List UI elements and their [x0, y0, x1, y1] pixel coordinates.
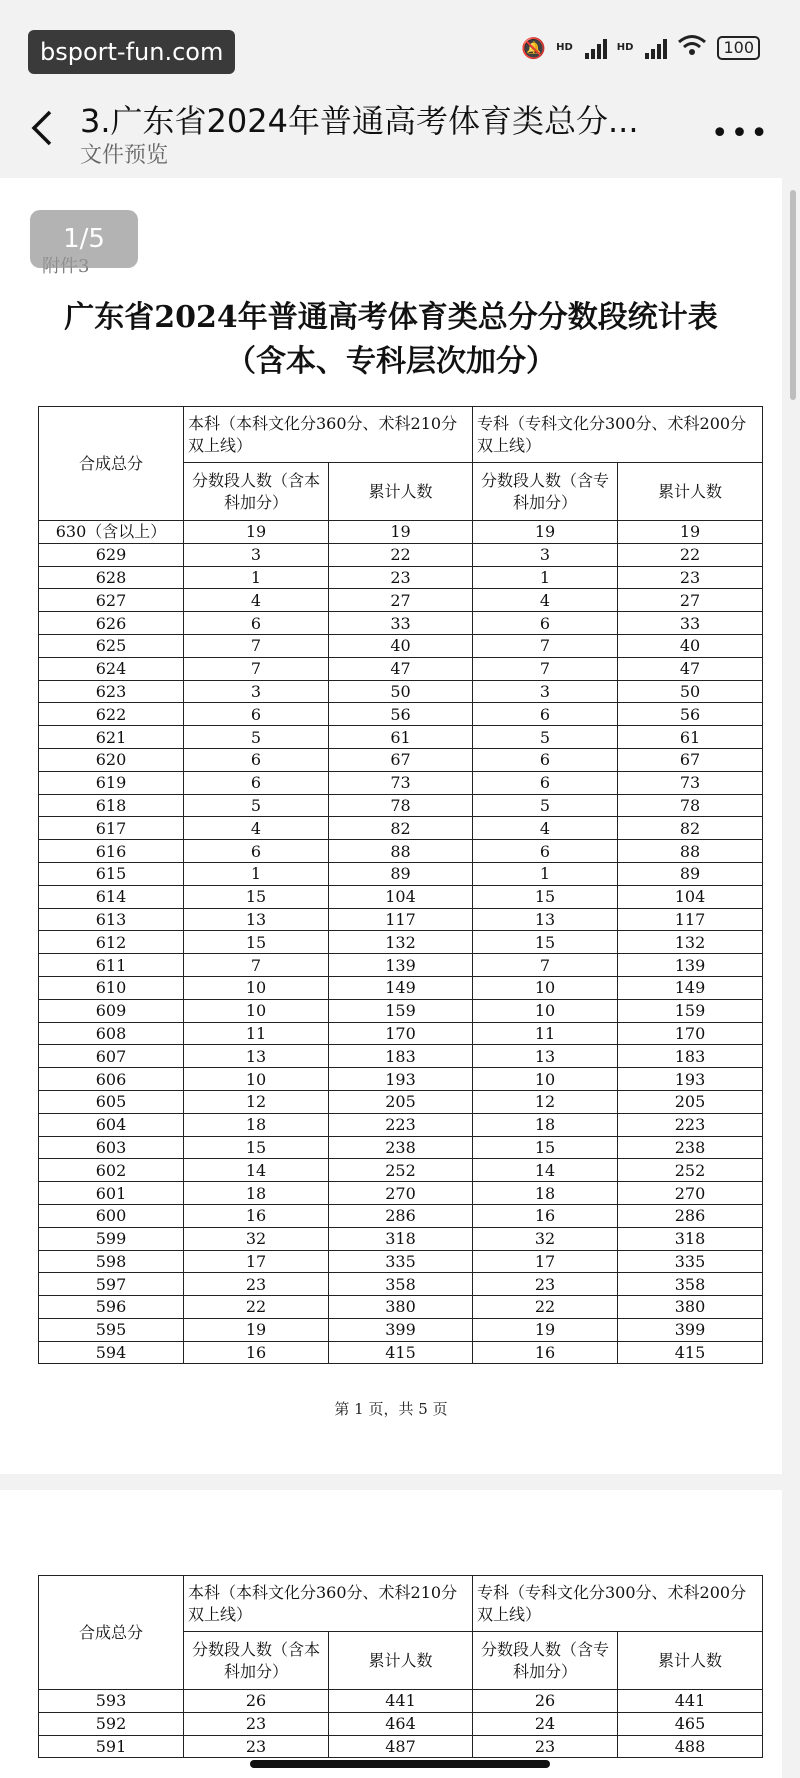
- table-cell: 238: [618, 1136, 763, 1159]
- table-cell: 6: [473, 703, 618, 726]
- table-cell: 627: [39, 589, 184, 612]
- table-cell: 380: [618, 1296, 763, 1319]
- table-cell: 10: [184, 1068, 329, 1091]
- table-cell: 88: [618, 840, 763, 863]
- table-cell: 14: [184, 1159, 329, 1182]
- header-undergrad: 本科（本科文化分360分、术科210分双上线）: [184, 407, 473, 463]
- table-cell: 613: [39, 908, 184, 931]
- table-cell: 19: [329, 521, 473, 544]
- mute-icon: 🔕: [521, 35, 547, 60]
- table-cell: 132: [618, 931, 763, 954]
- table-cell: 33: [329, 612, 473, 635]
- table-cell: 6: [473, 612, 618, 635]
- table-cell: 205: [329, 1090, 473, 1113]
- header-seg-undergrad: 分数段人数（含本科加分）: [184, 463, 329, 521]
- table-cell: 61: [329, 726, 473, 749]
- table-cell: 487: [329, 1735, 473, 1758]
- document-title-line2: （含本、专科层次加分）: [226, 344, 556, 379]
- table-cell: 626: [39, 612, 184, 635]
- table-cell: 624: [39, 657, 184, 680]
- table-cell: 159: [618, 999, 763, 1022]
- table-row: [39, 1735, 763, 1758]
- table-cell: 5: [184, 794, 329, 817]
- wifi-icon: [677, 34, 707, 61]
- table-cell: 630（含以上）: [39, 521, 184, 544]
- table-row: [39, 748, 763, 771]
- table-cell: 23: [184, 1735, 329, 1758]
- table-row: [39, 1250, 763, 1273]
- table-cell: 10: [184, 976, 329, 999]
- table-cell: 73: [618, 771, 763, 794]
- table-cell: 27: [618, 589, 763, 612]
- table-cell: 19: [473, 521, 618, 544]
- table-row: [39, 634, 763, 657]
- table-cell: 18: [473, 1182, 618, 1205]
- table-cell: 3: [473, 680, 618, 703]
- header-junior: 专科（专科文化分300分、术科200分双上线）: [473, 407, 763, 463]
- table-cell: 1: [184, 862, 329, 885]
- table-row: [39, 589, 763, 612]
- table-row: [39, 1068, 763, 1091]
- table-cell: 605: [39, 1090, 184, 1113]
- table-cell: 89: [618, 862, 763, 885]
- table-cell: 270: [618, 1182, 763, 1205]
- table-cell: 23: [329, 566, 473, 589]
- table-cell: 595: [39, 1318, 184, 1341]
- table-cell: 7: [184, 657, 329, 680]
- table-row: [39, 794, 763, 817]
- more-options-icon[interactable]: •••: [710, 116, 770, 151]
- table-cell: 33: [618, 612, 763, 635]
- table-cell: 6: [473, 840, 618, 863]
- table-cell: 601: [39, 1182, 184, 1205]
- table-cell: 318: [618, 1227, 763, 1250]
- table-cell: 47: [329, 657, 473, 680]
- hd-icon: HD: [556, 42, 573, 53]
- table-cell: 335: [618, 1250, 763, 1273]
- table-cell: 50: [618, 680, 763, 703]
- table-cell: 56: [329, 703, 473, 726]
- table-cell: 132: [329, 931, 473, 954]
- table-cell: 104: [329, 885, 473, 908]
- table-cell: 40: [329, 634, 473, 657]
- table-cell: 13: [473, 908, 618, 931]
- table-cell: 19: [184, 521, 329, 544]
- table-cell: 15: [184, 885, 329, 908]
- table-cell: 117: [329, 908, 473, 931]
- table-cell: 117: [618, 908, 763, 931]
- signal-icon: [645, 37, 667, 59]
- table-cell: 3: [473, 543, 618, 566]
- header-seg-undergrad: 分数段人数（含本科加分）: [184, 1632, 329, 1690]
- table-cell: 6: [184, 771, 329, 794]
- table-cell: 612: [39, 931, 184, 954]
- table-cell: 17: [473, 1250, 618, 1273]
- table-cell: 622: [39, 703, 184, 726]
- table-cell: 82: [329, 817, 473, 840]
- document-title-line1: 广东省2024年普通高考体育类总分分数段统计表: [64, 300, 718, 335]
- table-cell: 441: [329, 1690, 473, 1713]
- table-cell: 50: [329, 680, 473, 703]
- table-cell: 18: [184, 1182, 329, 1205]
- status-bar: [0, 0, 800, 100]
- table-cell: 10: [473, 976, 618, 999]
- table-cell: 592: [39, 1712, 184, 1735]
- table-row: [39, 1090, 763, 1113]
- table-row: [39, 771, 763, 794]
- header-total: 合成总分: [39, 407, 184, 521]
- table-cell: 223: [329, 1113, 473, 1136]
- table-cell: 22: [329, 543, 473, 566]
- table-cell: 609: [39, 999, 184, 1022]
- table-cell: 205: [618, 1090, 763, 1113]
- table-cell: 15: [184, 1136, 329, 1159]
- table-cell: 17: [184, 1250, 329, 1273]
- table-cell: 183: [329, 1045, 473, 1068]
- page-footer: 第 1 页，共 5 页: [334, 1400, 448, 1418]
- table-cell: 7: [473, 634, 618, 657]
- table-cell: 358: [618, 1273, 763, 1296]
- table-cell: 139: [329, 954, 473, 977]
- table-cell: 603: [39, 1136, 184, 1159]
- table-cell: 608: [39, 1022, 184, 1045]
- table-cell: 252: [329, 1159, 473, 1182]
- header-undergrad: 本科（本科文化分360分、术科210分双上线）: [184, 1576, 473, 1632]
- table-cell: 628: [39, 566, 184, 589]
- table-cell: 22: [473, 1296, 618, 1319]
- table-cell: 621: [39, 726, 184, 749]
- table-cell: 16: [184, 1204, 329, 1227]
- back-button[interactable]: [24, 108, 64, 148]
- table-row: [39, 1045, 763, 1068]
- table-cell: 23: [184, 1273, 329, 1296]
- table-cell: 149: [618, 976, 763, 999]
- table-row: [39, 657, 763, 680]
- table-row: [39, 726, 763, 749]
- table-cell: 3: [184, 680, 329, 703]
- table-cell: 6: [184, 748, 329, 771]
- table-cell: 610: [39, 976, 184, 999]
- table-cell: 15: [184, 931, 329, 954]
- table-cell: 464: [329, 1712, 473, 1735]
- table-cell: 23: [184, 1712, 329, 1735]
- table-cell: 13: [184, 908, 329, 931]
- header-cumulative: 累计人数: [618, 463, 763, 521]
- table-row: [39, 885, 763, 908]
- table-cell: 23: [473, 1735, 618, 1758]
- table-cell: 358: [329, 1273, 473, 1296]
- table-cell: 7: [473, 954, 618, 977]
- table-row: [39, 703, 763, 726]
- table-cell: 56: [618, 703, 763, 726]
- table-cell: 5: [473, 794, 618, 817]
- table-row: [39, 1712, 763, 1735]
- table-cell: 13: [184, 1045, 329, 1068]
- table-cell: 88: [329, 840, 473, 863]
- table-cell: 4: [473, 817, 618, 840]
- table-cell: 616: [39, 840, 184, 863]
- table-cell: 10: [184, 999, 329, 1022]
- header-cumulative: 累计人数: [329, 463, 473, 521]
- table-cell: 10: [473, 1068, 618, 1091]
- table-cell: 604: [39, 1113, 184, 1136]
- table-row: [39, 1227, 763, 1250]
- header-cumulative: 累计人数: [618, 1632, 763, 1690]
- table-cell: 23: [473, 1273, 618, 1296]
- table-cell: 24: [473, 1712, 618, 1735]
- page-indicator: 1/5: [30, 210, 138, 268]
- table-cell: 415: [329, 1341, 473, 1364]
- table-cell: 600: [39, 1204, 184, 1227]
- header-seg-junior: 分数段人数（含专科加分）: [473, 463, 618, 521]
- page-title: 3.广东省2024年普通高考体育类总分...: [80, 102, 639, 140]
- table-row: [39, 612, 763, 635]
- table-row: [39, 1204, 763, 1227]
- home-indicator[interactable]: [250, 1760, 550, 1768]
- table-cell: 625: [39, 634, 184, 657]
- table-row: [39, 840, 763, 863]
- table-cell: 593: [39, 1690, 184, 1713]
- table-cell: 399: [329, 1318, 473, 1341]
- table-cell: 223: [618, 1113, 763, 1136]
- table-cell: 591: [39, 1735, 184, 1758]
- table-row: [39, 566, 763, 589]
- table-row: [39, 1341, 763, 1364]
- status-icons: [521, 34, 760, 61]
- table-cell: 193: [618, 1068, 763, 1091]
- table-cell: 12: [184, 1090, 329, 1113]
- table-cell: 596: [39, 1296, 184, 1319]
- table-cell: 597: [39, 1273, 184, 1296]
- table-cell: 19: [473, 1318, 618, 1341]
- table-cell: 7: [184, 954, 329, 977]
- table-cell: 594: [39, 1341, 184, 1364]
- table-cell: 13: [473, 1045, 618, 1068]
- table-cell: 11: [473, 1022, 618, 1045]
- table-cell: 78: [329, 794, 473, 817]
- table-cell: 26: [184, 1690, 329, 1713]
- table-cell: 252: [618, 1159, 763, 1182]
- table-cell: 32: [184, 1227, 329, 1250]
- table-cell: 5: [473, 726, 618, 749]
- table-cell: 7: [184, 634, 329, 657]
- table-cell: 599: [39, 1227, 184, 1250]
- table-cell: 606: [39, 1068, 184, 1091]
- table-cell: 607: [39, 1045, 184, 1068]
- table-cell: 22: [184, 1296, 329, 1319]
- table-cell: 10: [473, 999, 618, 1022]
- table-cell: 78: [618, 794, 763, 817]
- table-cell: 15: [473, 885, 618, 908]
- document-title: [0, 296, 782, 384]
- table-cell: 16: [473, 1341, 618, 1364]
- table-cell: 18: [473, 1113, 618, 1136]
- table-cell: 23: [618, 566, 763, 589]
- score-table: [38, 406, 763, 1364]
- table-cell: 61: [618, 726, 763, 749]
- table-cell: 67: [618, 748, 763, 771]
- table-cell: 47: [618, 657, 763, 680]
- table-cell: 67: [329, 748, 473, 771]
- table-cell: 14: [473, 1159, 618, 1182]
- table-cell: 16: [184, 1341, 329, 1364]
- table-cell: 488: [618, 1735, 763, 1758]
- table-cell: 629: [39, 543, 184, 566]
- table-cell: 6: [184, 840, 329, 863]
- table-row: [39, 521, 763, 544]
- table-cell: 15: [473, 931, 618, 954]
- table-cell: 139: [618, 954, 763, 977]
- table-cell: 441: [618, 1690, 763, 1713]
- table-cell: 286: [329, 1204, 473, 1227]
- table-cell: 22: [618, 543, 763, 566]
- table-cell: 18: [184, 1113, 329, 1136]
- table-cell: 1: [184, 566, 329, 589]
- top-bar: [0, 86, 800, 176]
- table-cell: 15: [473, 1136, 618, 1159]
- table-cell: 602: [39, 1159, 184, 1182]
- table-cell: 11: [184, 1022, 329, 1045]
- table-row: [39, 1113, 763, 1136]
- table-cell: 238: [329, 1136, 473, 1159]
- table-cell: 26: [473, 1690, 618, 1713]
- table-cell: 19: [184, 1318, 329, 1341]
- table-cell: 619: [39, 771, 184, 794]
- table-cell: 318: [329, 1227, 473, 1250]
- table-row: [39, 1136, 763, 1159]
- table-cell: 5: [184, 726, 329, 749]
- score-table: [38, 1575, 763, 1758]
- hd-icon: HD: [616, 42, 634, 53]
- table-row: [39, 954, 763, 977]
- table-cell: 170: [618, 1022, 763, 1045]
- table-cell: 4: [184, 817, 329, 840]
- table-cell: 1: [473, 862, 618, 885]
- table-cell: 618: [39, 794, 184, 817]
- header-seg-junior: 分数段人数（含专科加分）: [473, 1632, 618, 1690]
- table-cell: 16: [473, 1204, 618, 1227]
- watermark: bsport-fun.com: [28, 30, 235, 74]
- table-cell: 617: [39, 817, 184, 840]
- table-row: [39, 1273, 763, 1296]
- table-cell: 73: [329, 771, 473, 794]
- table-cell: 6: [184, 612, 329, 635]
- table-row: [39, 908, 763, 931]
- table-cell: 614: [39, 885, 184, 908]
- table-cell: 27: [329, 589, 473, 612]
- table-cell: 193: [329, 1068, 473, 1091]
- table-row: [39, 1690, 763, 1713]
- table-row: [39, 976, 763, 999]
- table-cell: 104: [618, 885, 763, 908]
- table-cell: 1: [473, 566, 618, 589]
- table-row: [39, 1159, 763, 1182]
- table-row: [39, 1182, 763, 1205]
- table-cell: 615: [39, 862, 184, 885]
- header-total: 合成总分: [39, 1576, 184, 1690]
- table-cell: 149: [329, 976, 473, 999]
- table-cell: 611: [39, 954, 184, 977]
- battery-icon: 100: [717, 36, 760, 60]
- table-cell: 12: [473, 1090, 618, 1113]
- table-cell: 40: [618, 634, 763, 657]
- table-cell: 89: [329, 862, 473, 885]
- table-row: [39, 1318, 763, 1341]
- header-junior: 专科（专科文化分300分、术科200分双上线）: [473, 1576, 763, 1632]
- table-row: [39, 999, 763, 1022]
- table-cell: 598: [39, 1250, 184, 1273]
- table-row: [39, 862, 763, 885]
- table-cell: 4: [473, 589, 618, 612]
- table-cell: 159: [329, 999, 473, 1022]
- table-row: [39, 931, 763, 954]
- table-row: [39, 680, 763, 703]
- table-cell: 415: [618, 1341, 763, 1364]
- table-row: [39, 817, 763, 840]
- table-cell: 623: [39, 680, 184, 703]
- table-cell: 82: [618, 817, 763, 840]
- table-cell: 4: [184, 589, 329, 612]
- table-row: [39, 543, 763, 566]
- table-cell: 7: [473, 657, 618, 680]
- table-cell: 183: [618, 1045, 763, 1068]
- table-cell: 19: [618, 521, 763, 544]
- table-cell: 620: [39, 748, 184, 771]
- table-row: [39, 1296, 763, 1319]
- table-cell: 3: [184, 543, 329, 566]
- chevron-left-icon: [24, 108, 64, 148]
- table-cell: 6: [473, 748, 618, 771]
- header-cumulative: 累计人数: [329, 1632, 473, 1690]
- table-cell: 465: [618, 1712, 763, 1735]
- table-cell: 335: [329, 1250, 473, 1273]
- page-subtitle: 文件预览: [80, 143, 169, 168]
- table-cell: 270: [329, 1182, 473, 1205]
- table-cell: 380: [329, 1296, 473, 1319]
- table-cell: 399: [618, 1318, 763, 1341]
- signal-icon: [585, 37, 607, 59]
- table-cell: 170: [329, 1022, 473, 1045]
- scrollbar[interactable]: [790, 190, 796, 400]
- table-cell: 286: [618, 1204, 763, 1227]
- table-cell: 6: [473, 771, 618, 794]
- table-row: [39, 1022, 763, 1045]
- table-cell: 32: [473, 1227, 618, 1250]
- table-cell: 6: [184, 703, 329, 726]
